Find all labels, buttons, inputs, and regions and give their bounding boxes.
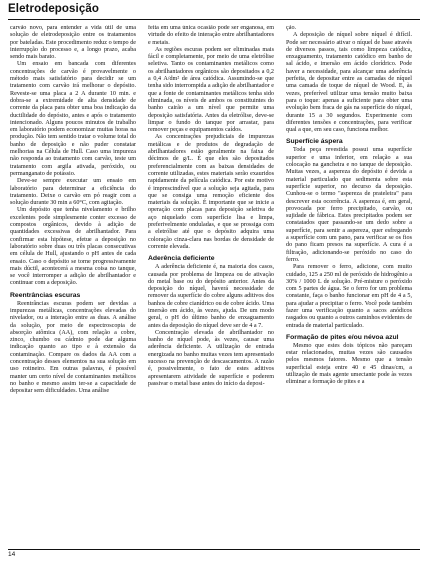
section-heading-aderencia: Aderência deficiente (148, 255, 215, 263)
header-divider (8, 19, 420, 20)
footer-divider (8, 549, 420, 550)
paragraph: Um depósito que tenha nivelamento e brilho excelentes pode simplesmente conter excesso de compostos orgânicos, devido à adição de quantidades excessivas de abrilhantador. Para confirmar esta hipótese, efetue a deposição no laboratório sobre duas ou três placas consecutivas em célula de Hull, ajustando o pH antes de cada ensaio. Caso o depósito se torne progressivamente mais dúctil, acontecerá a mesma coisa no tanque, se você interromper a adição de abrilhantador e continuar com a deposição. (10, 207, 136, 287)
paragraph: Deve-se sempre executar um ensaio em laboratório para determinar a eficiência do tratamento. Deixe o carvão em pó reagir com a solução durante 30 min a 60°C, com agitação. (10, 178, 136, 207)
paragraph: Reentrâncias escuras podem ser devidas a impurezas metálicas, concentrações elevadas do nivelador, ou a interação entre as duas. A análise da solução, por meio de espectroscopia de absorção atômica (AA), com relação a cobre, zinco, chumbo ou cádmio pode dar alguma indicação quanto ao tipo e à extensão da contaminação. Compare os dados da AA com a concentração desses elementos na sua solução em uso rotineiro. Em outras palavras, é possível manter um certo nível de contaminantes metálicos no banho e mesmo assim ter-se a capacidade de depositar sem dificuldades. Uma análise (10, 300, 136, 395)
text-column-2 (148, 25, 274, 555)
paragraph: feita em uma única ocasião pode ser enganosa, em virtude do efeito de interação entre abrilhantadores e metais. (148, 25, 274, 46)
paragraph: Mesmo que estes dois tópicos não pareçam estar relacionados, muitas vezes são causados pelos mesmos fatores. Mesmo que a tensão superficial esteja entre 40 e 45 dinas/cm, a utilização de mais agente umectante pode às vezes eliminar a formação de pites e a (286, 342, 412, 386)
paragraph: As concentrações prejudiciais de impurezas metálicas e de produtos de degradação de abrilhantadores estão geralmente na faixa de décimos de g/L. É que eles são depositados preferencialmente com as baixas densidades de corrente utilizadas, estes materiais serão exauridos rapidamente da película catódica. Por este motivo é imprescindível que a solução seja agitada, para que se consiga uma remoção eficiente dos materiais da solução. É importante que se inicie a operação com placas para deposição seletiva de aço niquelado com superfície lisa e limpa, preferivelmente onduladas, e que se prossiga com a eletrólise até que o depósito adquira uma coloração cinza-clara nas bordas de densidade de corrente elevada. (148, 134, 274, 250)
paragraph: ção. (286, 25, 297, 31)
text-column-1 (10, 25, 136, 555)
page-number: 14 (8, 551, 16, 558)
section-heading-reentrancias: Reentrâncias escuras (10, 291, 81, 299)
paragraph: Para remover o ferro, adicione, com muito cuidado, 125 a 250 ml de peróxido de hidrogênio a 30% / 1000 L de solução. Pré-misture o peróxido com 5 partes de água. Se o ferro for um problema constante, faça o banho funcionar em pH de 4 a 5, para ajudar a precipitar o ferro. Você pode também fazer uma verificação quanto a sacos anódicos rasgados ou quanto a outros caminhos evidentes de entrada de material particulado. (286, 264, 412, 329)
paragraph: As regiões escuras podem ser eliminadas mais fácil e completamente, por meio de uma eletrólise seletiva. Tanto os contaminantes metálicos como os abrilhantadores orgânicos são depositados a 0,2 a 0,4 A/dm² de área catódica. Assumindo-se que tenha sido interrompida a adição de abrilhantador e que a fonte de contaminantes metálicos tenha sido eliminada, os níveis de ambos os constituintes do banho cairão a um nível que permite uma deposição satisfatória. Antes da eletrólise, deve-se limpar o fundo do tanque por arrastar, para remover peças e equipamentos caídos. (148, 46, 274, 134)
text-column-3 (286, 25, 412, 555)
paragraph: A deposição de níquel sobre níquel é difícil. Pode ser necessário ativar o níquel de base através de diversos passos, tais como limpeza catódica, enxaguamento, tratamento catódico em banho de sal ácido, e imersão em ácido clorídrico. Pode haver a necessidade, para alcançar uma aderência perfeita, de depositar entre as camadas de níquel uma camada de toque de níquel de Wood. E, às vezes, preferível utilizar uma tensão muito baixa para o toque: apenas a suficiente para obter uma evolução bem fraca de gás na superfície do níquel, durante 15 a 30 segundos. Experimente com diferentes tensões e concentrações, para verificar qual a que, em seu caso, funciona melhor. (286, 32, 412, 134)
paragraph: carvão novo, para entender a vida útil de uma solução de eletrodeposição entre os tratamentos por bateladas. Este procedimento reduz o tempo de interrupção do processo e, a longo prazo, acaba sendo mais barato. (10, 25, 136, 61)
paragraph: Concentração elevada de abrilhantador no banho de níquel pode, às vezes, causar uma aderência deficiente. A utilização de entrada energizada no banho muitas vezes tem apresentado sucesso na prevenção de descascamentos. A razão é, possivelmente, o fato de estes aditivos apresentarem atividade de superfície e poderem passivar o metal base antes do início da deposi- (148, 329, 274, 387)
section-heading-pites: Formação de pites e/ou névoa azul (286, 333, 399, 341)
paragraph: Um ensaio em bancada com diferentes concentrações de carvão é provavelmente o método mais satisfatório para decidir se um tratamento com carvão irá melhorar o depósito. Reveste-se uma placa a 2 A durante 10 min. e dobra-se a extremidade de alta densidade de corrente da placa para obter uma boa indicação da ductilidade do depósito, antes e após o tratamento intencionado. Alguns poucos minutos de trabalho em laboratório podem economizar muitas horas na produção. Não tem sentido tratar o volume total do banho de deposição e não puder constatar melhorias na Célula de Hull. Caso uma impureza não responda ao tratamento com carvão, teste um tratamento com argila ativada, peróxido, ou permanganato de potássio. (10, 61, 136, 177)
section-header-title: Eletrodeposição (8, 3, 99, 15)
section-heading-superficie-aspera: Superfície áspera (286, 138, 343, 146)
paragraph: Toda peça revestida possui uma superfície superior e uma inferior, em relação a sua colocação na gancheira e no tanque de deposição. Muitas vezes, a aspereza do depósito é devida a material particulado que sedimenta sobre esta superfície superior, no decurso da deposição. Cunhou-se o termo "aspereza de prateleira" para descrever esta ocorrência. A aspereza é, em geral, provocada por ferro precipitado, carvão, ou sujidade de fábrica. Estes precipitados podem ser constatados quer passando-se um dedo sobre a superfície, para sentir a aspereza, quer esfregando a superfície com um pano, para verificar se os fios do pano ficam presos na superfície. A cura é a filtração, adicionando-se peróxido no caso do ferro. (286, 147, 412, 263)
paragraph: A aderência deficiente é, na maioria dos casos, causada por problema de limpeza ou de ativação do metal base ou do depósito anterior. Antes da deposição do níquel, haverá necessidade de remover da superfície do cobre alguns aditivos dos banhos de cobre cianídrico ou de cobre ácido. Uma imersão em ácido, às vezes, ajuda. De um modo geral, o pH do último banho de enxaguamento antes da deposição do níquel deve ser de 4 a 7. (148, 264, 274, 329)
